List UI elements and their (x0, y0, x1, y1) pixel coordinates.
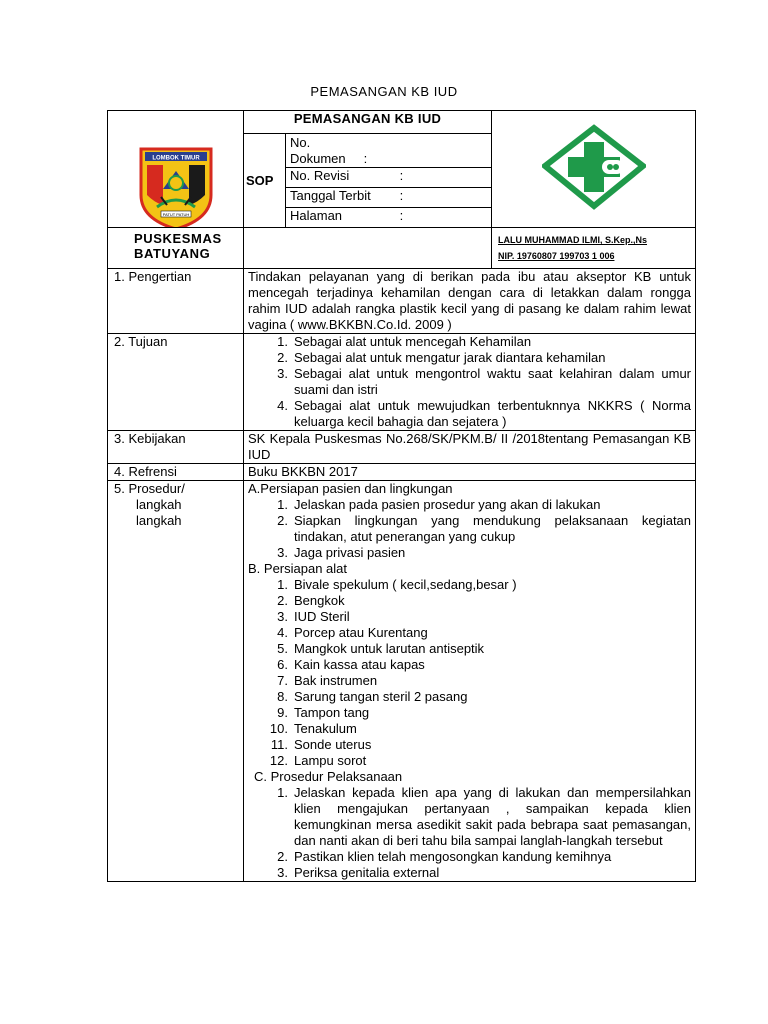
list-item (248, 657, 691, 673)
list-item (248, 625, 691, 641)
list-item (248, 350, 691, 366)
item-text: Periksa genitalia external (294, 865, 440, 880)
list-item (248, 497, 691, 513)
item-number: 2. (277, 513, 288, 528)
item-number: 2. (277, 350, 288, 365)
row-kebijakan (108, 431, 696, 464)
list-item (248, 398, 691, 430)
lombok-timur-emblem-icon (137, 145, 215, 231)
row-label: 1. Pengertian (108, 269, 244, 334)
list-item (248, 849, 691, 865)
item-number: 2. (277, 593, 288, 608)
row-tujuan (108, 334, 696, 431)
item-number: 3. (277, 545, 288, 560)
row-label: 4. Refrensi (108, 464, 244, 481)
item-number: 7. (277, 673, 288, 688)
item-text: Sebagai alat untuk mencegah Kehamilan (294, 334, 532, 349)
item-number: 11. (270, 737, 288, 752)
item-number: 8. (277, 689, 288, 704)
row-prosedur (108, 481, 696, 882)
row-refrensi (108, 464, 696, 481)
item-number: 6. (277, 657, 288, 672)
item-number: 3. (277, 865, 288, 880)
item-text: Jelaskan kepada klien apa yang di lakukan dan mempersilahkan klien mengajukan pertanyaan , sampaikan kepada klien kemungkinan mersa asedikit sakit pada bebrapa saat pemasangan, dan nanti akan di beri tahu bila sampai langlah-langkah tersebut (294, 785, 692, 848)
row-label: 3. Kebijakan (108, 431, 244, 464)
item-number: 12. (269, 753, 288, 768)
meta-key: No. Revisi (290, 168, 350, 183)
signatory-name: LALU MUHAMMAD ILMI, S.Kep.,Ns (498, 235, 648, 245)
row-label (108, 481, 244, 882)
item-text: Sebagai alat untuk mewujudkan terbentuknnya NKKRS ( Norma keluarga kecil bahagia dan sejatera ) (294, 398, 692, 429)
emblem-text-top: LOMBOK TIMUR (151, 155, 200, 161)
list-item (248, 513, 691, 545)
section-b-title: B. Persiapan alat (248, 561, 348, 576)
meta-no-revisi (286, 168, 492, 188)
list-item (248, 609, 691, 625)
item-number: 1. (277, 497, 288, 512)
tujuan-list (244, 334, 696, 431)
blank-cell (244, 228, 492, 269)
signatory-nip: NIP. 19760807 199703 1 006 (498, 251, 615, 261)
item-text: Tampon tang (294, 705, 370, 720)
item-number: 2. (277, 849, 288, 864)
prosedur-content (244, 481, 696, 882)
item-number: 1. (277, 577, 288, 592)
list-item (248, 785, 691, 849)
item-text: Sonde uterus (294, 737, 372, 752)
item-number: 9. (277, 705, 288, 720)
document-title: PEMASANGAN KB IUD (310, 84, 458, 99)
puskesmas-logo-icon (542, 124, 646, 210)
row-label: 2. Tujuan (108, 334, 244, 431)
sop-label: SOP (244, 134, 286, 228)
kebijakan-text: SK Kepala Puskesmas No.268/SK/PKM.B/ II /2018tentang Pemasangan KB IUD (244, 431, 696, 464)
header-title-row (108, 111, 696, 134)
meta-key: No. Dokumen (290, 135, 346, 166)
organization-line: BATUYANG (134, 246, 211, 261)
list-item (248, 673, 691, 689)
item-text: Kain kassa atau kapas (294, 657, 425, 672)
meta-value: : (399, 208, 404, 223)
list-item (248, 721, 691, 737)
meta-key: Tanggal Terbit (290, 188, 371, 203)
item-text: Porcep atau Kurentang (294, 625, 428, 640)
meta-key: Halaman (290, 208, 343, 223)
item-number: 3. (277, 609, 288, 624)
item-number: 5. (277, 641, 288, 656)
list-item (248, 753, 691, 769)
item-number: 1. (277, 785, 288, 800)
item-text: Mangkok untuk larutan antiseptik (294, 641, 485, 656)
sop-table (107, 110, 696, 882)
meta-value: : (399, 188, 404, 203)
label-line: 5. Prosedur/ (114, 481, 185, 496)
meta-halaman (286, 208, 492, 228)
item-text: Sarung tangan steril 2 pasang (294, 689, 468, 704)
row-pengertian (108, 269, 696, 334)
list-item (248, 641, 691, 657)
refrensi-text: Buku BKKBN 2017 (244, 464, 696, 481)
item-text: Bak instrumen (294, 673, 378, 688)
item-text: Bivale spekulum ( kecil,sedang,besar ) (294, 577, 517, 592)
item-text: Jaga privasi pasien (294, 545, 406, 560)
meta-tanggal-terbit (286, 188, 492, 208)
organization-line: PUSKESMAS (134, 231, 222, 246)
list-item (248, 737, 691, 753)
meta-value: : (363, 151, 368, 166)
item-number: 3. (277, 366, 288, 381)
emblem-text-bottom: PATUT PATUH (162, 211, 189, 217)
header-title: PEMASANGAN KB IUD (244, 111, 492, 134)
list-item (248, 689, 691, 705)
item-text: Siapkan lingkungan yang mendukung pelaksanaan kegiatan tindakan, atut penerangan yang cukup (294, 513, 692, 544)
item-text: IUD Steril (294, 609, 350, 624)
section-c-title: C. Prosedur Pelaksanaan (254, 769, 403, 784)
item-text: Sebagai alat untuk mengontrol waktu saat kelahiran dalam umur suami dan istri (294, 366, 692, 397)
section-a-title: A.Persiapan pasien dan lingkungan (248, 481, 453, 496)
pengertian-text: Tindakan pelayanan yang di berikan pada ibu atau akseptor KB untuk mencegah terjadinya kehamilan dengan cara di letakkan dalam rongga rahim IUD adalah rangka plastik kecil yang di pasang ke dalam rahim lewat vagina ( www.BKKBN.Co.Id. 2009 ) (244, 269, 696, 334)
list-item (248, 545, 691, 561)
label-line: langkah (136, 497, 182, 512)
item-text: Lampu sorot (294, 753, 367, 768)
item-text: Jelaskan pada pasien prosedur yang akan di lakukan (294, 497, 601, 512)
list-item (248, 334, 691, 350)
item-number: 4. (277, 398, 288, 413)
list-item (248, 865, 691, 881)
list-item (248, 366, 691, 398)
item-number: 1. (277, 334, 288, 349)
list-item (248, 705, 691, 721)
organization-name (108, 227, 243, 263)
item-text: Bengkok (294, 593, 345, 608)
item-text: Pastikan klien telah mengosongkan kandung kemihnya (294, 849, 612, 864)
signatory (492, 228, 696, 269)
item-number: 4. (277, 625, 288, 640)
label-line: langkah (136, 513, 182, 528)
right-logo-cell (492, 111, 696, 228)
meta-value: : (399, 168, 404, 183)
list-item (248, 593, 691, 609)
item-text: Sebagai alat untuk mengatur jarak diantara kehamilan (294, 350, 606, 365)
meta-no-dokumen (286, 134, 492, 168)
list-item (248, 577, 691, 593)
item-text: Tenakulum (294, 721, 357, 736)
item-number: 10. (269, 721, 288, 736)
